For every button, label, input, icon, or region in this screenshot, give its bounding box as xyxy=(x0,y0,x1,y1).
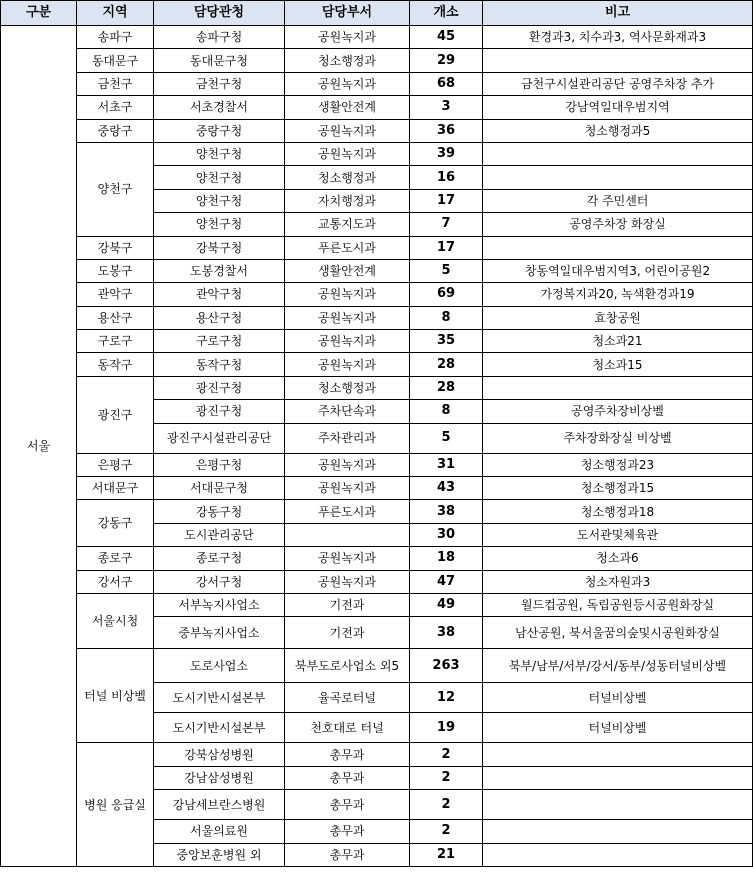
header-row xyxy=(1,1,753,26)
table-row xyxy=(1,236,753,259)
office-cell: 도시기반시설본부 xyxy=(154,713,285,743)
table-row xyxy=(1,649,753,683)
note-cell: 청소행정과5 xyxy=(483,119,753,142)
department-cell: 공원녹지과 xyxy=(285,570,410,593)
table-row xyxy=(1,330,753,353)
count-cell: 21 xyxy=(410,843,483,866)
table-row xyxy=(1,547,753,570)
note-cell xyxy=(483,49,753,72)
office-cell: 서초경찰서 xyxy=(154,96,285,119)
department-cell: 총무과 xyxy=(285,743,410,766)
table-row xyxy=(1,26,753,49)
count-cell: 17 xyxy=(410,189,483,212)
note-cell: 청소행정과15 xyxy=(483,477,753,500)
region-cell: 서대문구 xyxy=(77,477,154,500)
count-cell: 2 xyxy=(410,820,483,843)
department-cell: 공원녹지과 xyxy=(285,353,410,376)
region-cell: 구로구 xyxy=(77,330,154,353)
department-cell: 주차단속과 xyxy=(285,400,410,423)
count-cell: 16 xyxy=(410,166,483,189)
department-cell: 공원녹지과 xyxy=(285,283,410,306)
region-cell: 서울시청 xyxy=(77,593,154,648)
count-cell: 12 xyxy=(410,683,483,713)
table-row xyxy=(1,142,753,165)
note-cell: 청소행정과23 xyxy=(483,453,753,476)
office-cell: 도봉경찰서 xyxy=(154,259,285,282)
table-row xyxy=(1,306,753,329)
office-cell: 도로사업소 xyxy=(154,649,285,683)
office-cell: 도시관리공단 xyxy=(154,523,285,546)
office-cell: 강동구청 xyxy=(154,500,285,523)
header-count: 개소 xyxy=(410,1,483,26)
note-cell: 주차장화장실 비상벨 xyxy=(483,423,753,453)
count-cell: 68 xyxy=(410,72,483,95)
count-cell: 38 xyxy=(410,500,483,523)
office-cell: 용산구청 xyxy=(154,306,285,329)
table-row xyxy=(1,96,753,119)
count-cell: 28 xyxy=(410,353,483,376)
office-cell: 광진구시설관리공단 xyxy=(154,423,285,453)
region-cell: 관악구 xyxy=(77,283,154,306)
table-row xyxy=(1,283,753,306)
note-cell xyxy=(483,843,753,866)
department-cell: 주차관리과 xyxy=(285,423,410,453)
office-cell: 중랑구청 xyxy=(154,119,285,142)
note-cell: 강남역일대우범지역 xyxy=(483,96,753,119)
office-cell: 관악구청 xyxy=(154,283,285,306)
note-cell: 터널비상벨 xyxy=(483,683,753,713)
count-cell: 45 xyxy=(410,26,483,49)
header-category: 구분 xyxy=(1,1,77,26)
count-cell: 5 xyxy=(410,423,483,453)
table-row xyxy=(1,72,753,95)
count-cell: 69 xyxy=(410,283,483,306)
region-cell: 중랑구 xyxy=(77,119,154,142)
department-cell: 총무과 xyxy=(285,766,410,789)
office-cell: 강서구청 xyxy=(154,570,285,593)
note-cell xyxy=(483,790,753,820)
note-cell xyxy=(483,820,753,843)
count-cell: 8 xyxy=(410,306,483,329)
office-cell: 종로구청 xyxy=(154,547,285,570)
count-cell: 2 xyxy=(410,743,483,766)
department-cell: 청소행정과 xyxy=(285,166,410,189)
department-cell xyxy=(285,523,410,546)
note-cell: 가정복지과20, 녹색환경과19 xyxy=(483,283,753,306)
count-cell: 2 xyxy=(410,766,483,789)
category-cell: 서울 xyxy=(1,26,77,867)
office-cell: 강남세브란스병원 xyxy=(154,790,285,820)
region-cell: 양천구 xyxy=(77,142,154,236)
header-department: 담당부서 xyxy=(285,1,410,26)
office-cell: 도시기반시설본부 xyxy=(154,683,285,713)
office-cell: 양천구청 xyxy=(154,213,285,236)
office-cell: 양천구청 xyxy=(154,189,285,212)
table-row xyxy=(1,570,753,593)
table-row xyxy=(1,49,753,72)
note-cell: 금천구시설관리공단 공영주차장 추가 xyxy=(483,72,753,95)
department-cell: 기전과 xyxy=(285,593,410,616)
department-cell: 공원녹지과 xyxy=(285,477,410,500)
department-cell: 총무과 xyxy=(285,820,410,843)
region-cell: 강서구 xyxy=(77,570,154,593)
note-cell: 터널비상벨 xyxy=(483,713,753,743)
note-cell: 환경과3, 치수과3, 역사문화재과3 xyxy=(483,26,753,49)
count-cell: 5 xyxy=(410,259,483,282)
count-cell: 17 xyxy=(410,236,483,259)
department-cell: 공원녹지과 xyxy=(285,142,410,165)
note-cell xyxy=(483,376,753,399)
region-cell: 서초구 xyxy=(77,96,154,119)
note-cell: 각 주민센터 xyxy=(483,189,753,212)
count-cell: 47 xyxy=(410,570,483,593)
count-cell: 38 xyxy=(410,617,483,649)
department-cell: 공원녹지과 xyxy=(285,330,410,353)
note-cell: 청소행정과18 xyxy=(483,500,753,523)
office-cell: 강남삼성병원 xyxy=(154,766,285,789)
count-cell: 18 xyxy=(410,547,483,570)
department-cell: 공원녹지과 xyxy=(285,119,410,142)
count-cell: 39 xyxy=(410,142,483,165)
note-cell: 북부/남부/서부/강서/동부/성동터널비상벨 xyxy=(483,649,753,683)
region-cell: 종로구 xyxy=(77,547,154,570)
office-cell: 서울의료원 xyxy=(154,820,285,843)
department-cell: 청소행정과 xyxy=(285,49,410,72)
department-cell: 공원녹지과 xyxy=(285,306,410,329)
department-cell: 공원녹지과 xyxy=(285,26,410,49)
region-cell: 송파구 xyxy=(77,26,154,49)
department-cell: 총무과 xyxy=(285,790,410,820)
region-cell: 도봉구 xyxy=(77,259,154,282)
office-cell: 강북구청 xyxy=(154,236,285,259)
office-cell: 구로구청 xyxy=(154,330,285,353)
table-row xyxy=(1,477,753,500)
office-cell: 강북삼성병원 xyxy=(154,743,285,766)
note-cell xyxy=(483,766,753,789)
count-cell: 7 xyxy=(410,213,483,236)
note-cell: 효창공원 xyxy=(483,306,753,329)
count-cell: 31 xyxy=(410,453,483,476)
count-cell: 8 xyxy=(410,400,483,423)
note-cell xyxy=(483,166,753,189)
count-cell: 2 xyxy=(410,790,483,820)
department-cell: 기전과 xyxy=(285,617,410,649)
count-cell: 35 xyxy=(410,330,483,353)
note-cell xyxy=(483,236,753,259)
office-cell: 중앙보훈병원 외 xyxy=(154,843,285,866)
office-cell: 양천구청 xyxy=(154,166,285,189)
office-cell: 광진구청 xyxy=(154,376,285,399)
region-cell: 강북구 xyxy=(77,236,154,259)
count-cell: 29 xyxy=(410,49,483,72)
note-cell: 도서관및체육관 xyxy=(483,523,753,546)
department-cell: 푸른도시과 xyxy=(285,500,410,523)
office-cell: 중부녹지사업소 xyxy=(154,617,285,649)
count-cell: 19 xyxy=(410,713,483,743)
header-region: 지역 xyxy=(77,1,154,26)
region-cell: 터널 비상벨 xyxy=(77,649,154,743)
department-cell: 자치행정과 xyxy=(285,189,410,212)
count-cell: 49 xyxy=(410,593,483,616)
note-cell: 청소과21 xyxy=(483,330,753,353)
department-cell: 북부도로사업소 외5 xyxy=(285,649,410,683)
note-cell xyxy=(483,142,753,165)
region-cell: 강동구 xyxy=(77,500,154,547)
department-cell: 공원녹지과 xyxy=(285,72,410,95)
department-cell: 율곡로터널 xyxy=(285,683,410,713)
region-cell: 금천구 xyxy=(77,72,154,95)
note-cell: 청소과15 xyxy=(483,353,753,376)
note-cell xyxy=(483,743,753,766)
department-cell: 천호대로 터널 xyxy=(285,713,410,743)
count-cell: 43 xyxy=(410,477,483,500)
office-cell: 은평구청 xyxy=(154,453,285,476)
table-row xyxy=(1,353,753,376)
department-cell: 공원녹지과 xyxy=(285,453,410,476)
department-cell: 공원녹지과 xyxy=(285,547,410,570)
count-cell: 36 xyxy=(410,119,483,142)
region-cell: 용산구 xyxy=(77,306,154,329)
table-row xyxy=(1,500,753,523)
office-cell: 광진구청 xyxy=(154,400,285,423)
table-row xyxy=(1,376,753,399)
department-cell: 생활안전계 xyxy=(285,96,410,119)
department-cell: 푸른도시과 xyxy=(285,236,410,259)
note-cell: 월드컵공원, 독립공원등시공원화장실 xyxy=(483,593,753,616)
table-row xyxy=(1,453,753,476)
table-row xyxy=(1,593,753,616)
region-cell: 은평구 xyxy=(77,453,154,476)
department-cell: 총무과 xyxy=(285,843,410,866)
region-cell: 동대문구 xyxy=(77,49,154,72)
office-cell: 금천구청 xyxy=(154,72,285,95)
note-cell: 공영주차장 화장실 xyxy=(483,213,753,236)
count-cell: 3 xyxy=(410,96,483,119)
office-cell: 동대문구청 xyxy=(154,49,285,72)
table-row xyxy=(1,743,753,766)
office-cell: 동작구청 xyxy=(154,353,285,376)
header-office: 담당관청 xyxy=(154,1,285,26)
department-cell: 생활안전계 xyxy=(285,259,410,282)
region-cell: 동작구 xyxy=(77,353,154,376)
header-note: 비고 xyxy=(483,1,753,26)
department-cell: 교통지도과 xyxy=(285,213,410,236)
office-cell: 양천구청 xyxy=(154,142,285,165)
department-cell: 청소행정과 xyxy=(285,376,410,399)
note-cell: 청소자원과3 xyxy=(483,570,753,593)
count-cell: 263 xyxy=(410,649,483,683)
office-cell: 서대문구청 xyxy=(154,477,285,500)
office-cell: 서부녹지사업소 xyxy=(154,593,285,616)
count-cell: 30 xyxy=(410,523,483,546)
note-cell: 창동역일대우범지역3, 어린이공원2 xyxy=(483,259,753,282)
note-cell: 남산공원, 북서울꿈의숲및시공원화장실 xyxy=(483,617,753,649)
count-cell: 28 xyxy=(410,376,483,399)
note-cell: 청소과6 xyxy=(483,547,753,570)
table-row xyxy=(1,119,753,142)
region-cell: 광진구 xyxy=(77,376,154,453)
note-cell: 공영주차장비상벨 xyxy=(483,400,753,423)
office-cell: 송파구청 xyxy=(154,26,285,49)
region-cell: 병원 응급실 xyxy=(77,743,154,867)
table-row xyxy=(1,259,753,282)
